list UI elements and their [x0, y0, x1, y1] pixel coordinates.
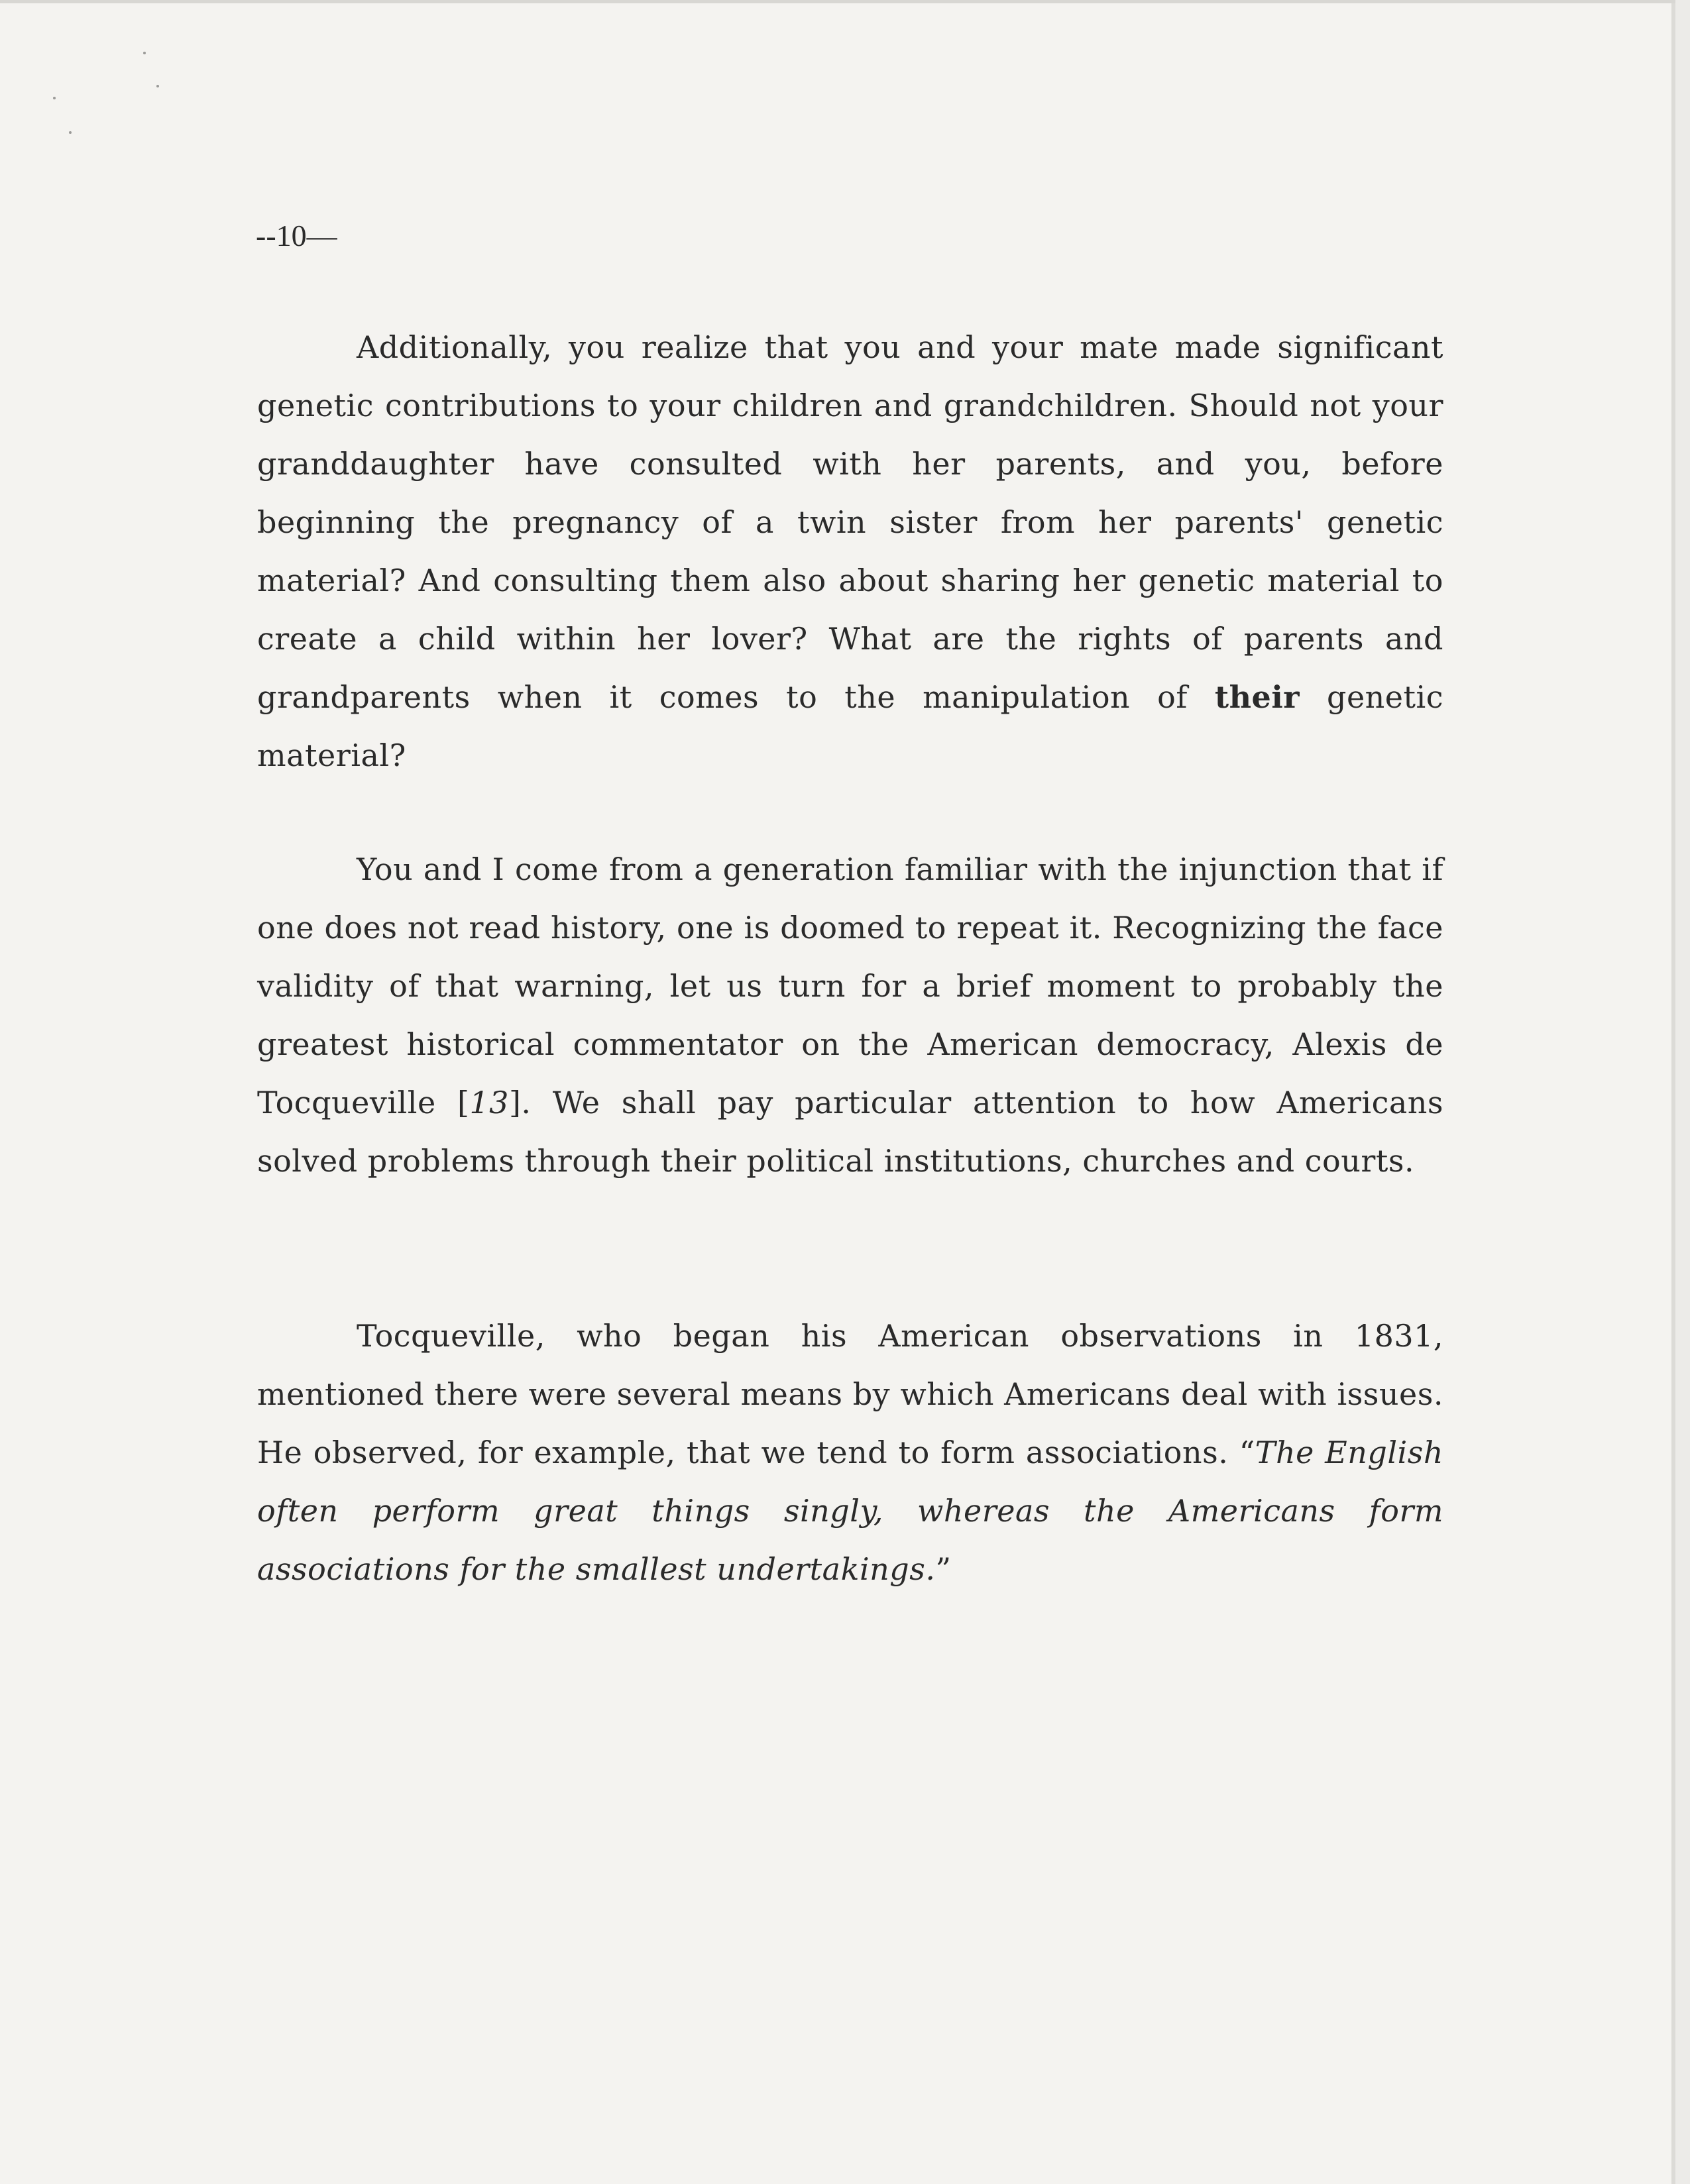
- paragraph-2-text: You and I come from a generation familiar with the injunction that if one does not read history, one is doomed to repeat it. Recognizing the face validity of that warning, let us turn for a brief moment to probably the greatest historical commentator on the American democracy, Alexis de Tocqueville [: [257, 851, 1443, 1120]
- scan-speck: [53, 97, 56, 99]
- reference-number: 13: [469, 1085, 509, 1120]
- page-number: --10—: [256, 219, 337, 252]
- tocqueville-quote: The English often perform great things singly, whereas the Americans form associations for the smallest undertakings.: [257, 1435, 1443, 1587]
- paragraph-1-end: genetic material?: [257, 679, 1443, 773]
- paragraph-3-text: Tocqueville, who began his American observations in 1831, mentioned there were several means by which Americans deal with issues. He observed, for example, that we tend to form associations. “: [257, 1318, 1443, 1470]
- paragraph-1: [257, 318, 1443, 785]
- scan-speck: [156, 85, 159, 87]
- emphasis-their: their: [1214, 679, 1300, 715]
- scan-speck: [143, 52, 146, 54]
- paragraph-3-end: ”: [935, 1551, 952, 1587]
- paragraph-2-end: ]. We shall pay particular attention to how Americans solved problems through their political institutions, churches and courts.: [257, 1085, 1443, 1179]
- page-top-edge: [0, 0, 1675, 3]
- paragraph-2: [257, 840, 1443, 1190]
- scan-speck: [69, 131, 72, 134]
- paragraph-3: [257, 1307, 1443, 1598]
- paragraph-1-text: Additionally, you realize that you and your mate made significant genetic contributions to your children and grandchildren. Should not your granddaughter have consulted with her parents, and you, before beginning the pregnancy of a twin sister from her parents' genetic material? And consulting them also about sharing her genetic material to create a child within her lover? What are the rights of parents and grandparents when it comes to the manipulation of: [257, 329, 1443, 715]
